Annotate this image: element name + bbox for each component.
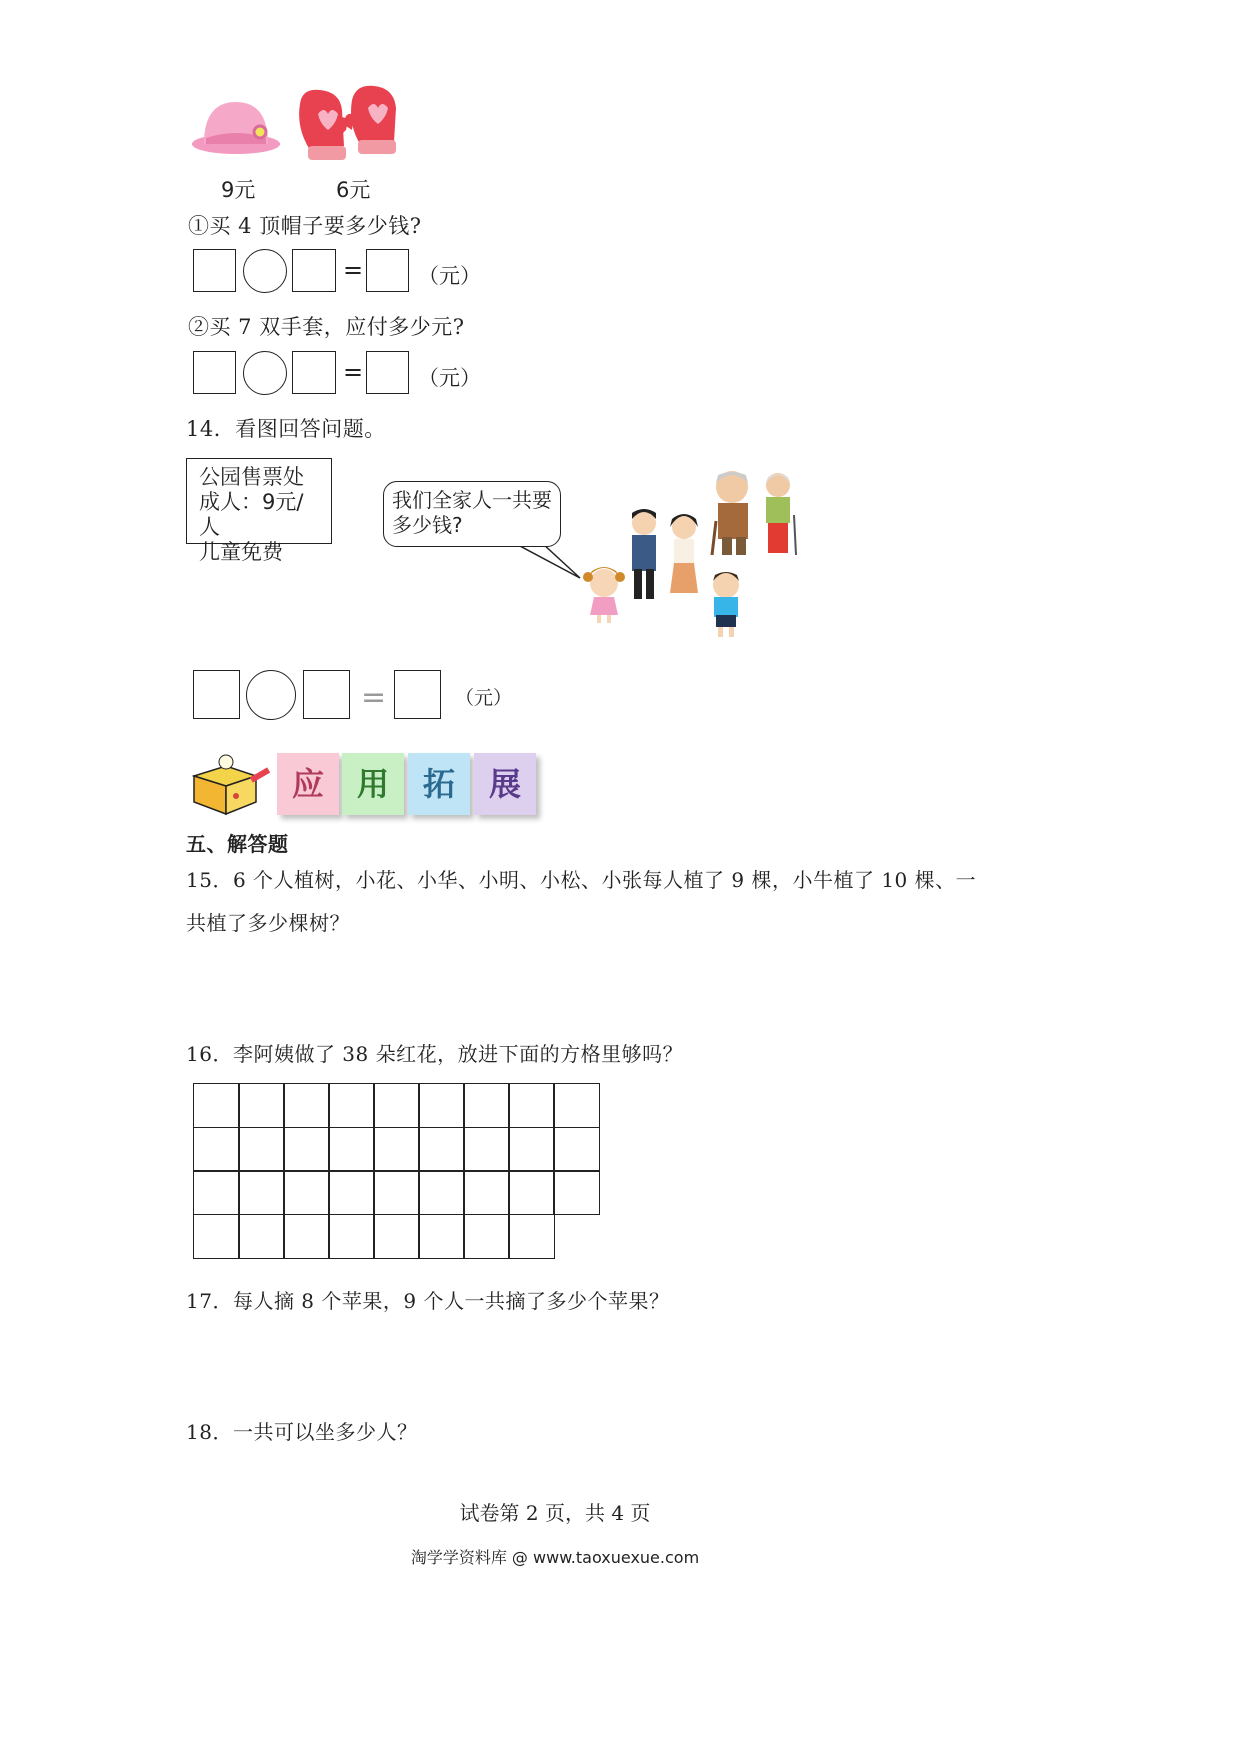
grid-cell [508,1170,555,1215]
page-footer: 试卷第 2 页，共 4 页 [459,1501,651,1525]
grid-cell [328,1214,375,1259]
grid-cell [193,1127,240,1172]
answer-box[interactable] [292,351,336,394]
unit-label: （元） [418,366,481,390]
hat-price: 9元 [221,178,256,202]
grid-cell [193,1083,240,1128]
grid-cell [508,1214,555,1259]
answer-box[interactable] [366,249,409,292]
grid-cell [553,1083,600,1128]
answer-box[interactable] [366,351,409,394]
grid-cell [283,1214,330,1259]
grid-cell [418,1127,465,1172]
sign-line: 成人：9元/人 [199,490,304,539]
equals-sign: = [361,680,387,715]
answer-box[interactable] [394,670,441,719]
grid-cell [508,1127,555,1172]
q14-title: 14．看图回答问题。 [186,417,386,441]
grid-cell [373,1083,420,1128]
answer-box[interactable] [292,249,336,292]
operator-circle[interactable] [246,670,296,720]
box-mascot-icon [186,752,272,818]
watermark: 淘学学资料库 @ www.taoxuexue.com [410,1548,700,1567]
operator-circle[interactable] [243,351,287,395]
grid-cell [328,1083,375,1128]
q13-part2-text: ②买 7 双手套，应付多少元? [188,315,465,339]
grid-cell [553,1170,600,1215]
grid-cell [328,1127,375,1172]
grid-cell [238,1127,285,1172]
mitten-price: 6元 [336,178,371,202]
grid-cell [418,1214,465,1259]
banner-tile-tuo: 拓 [408,753,470,815]
grid-cell [373,1214,420,1259]
grid-cell [238,1083,285,1128]
mittens-image [290,84,406,170]
q16-text: 16．李阿姨做了 38 朵红花，放进下面的方格里够吗？ [186,1042,684,1066]
q15-line1: 15．6 个人植树，小花、小华、小明、小松、小张每人植了 9 棵，小牛植了 10 棵、一 [186,868,977,892]
section-heading: 五、解答题 [186,832,289,856]
grid-cell [463,1170,510,1215]
bubble-line: 多少钱? [392,513,463,537]
grid-cell [553,1127,600,1172]
unit-label: （元） [418,264,481,288]
grid-cell [418,1170,465,1215]
q17-text: 17．每人摘 8 个苹果，9 个人一共摘了多少个苹果？ [186,1289,670,1313]
banner-tile-yong: 用 [342,753,404,815]
grid-cell [418,1083,465,1128]
bubble-line: 我们全家人一共要 [392,488,552,512]
grid-cell [283,1127,330,1172]
family-illustration [580,465,810,645]
grid-cell [283,1083,330,1128]
operator-circle[interactable] [243,249,287,293]
q15-line2: 共植了多少棵树？ [186,911,350,935]
grid-cell [463,1214,510,1259]
ticket-sign [186,458,332,564]
sign-line: 儿童免费 [199,540,283,564]
answer-box[interactable] [193,670,240,719]
hat-image [190,98,282,158]
answer-box[interactable] [303,670,350,719]
answer-box[interactable] [193,351,236,394]
q18-text: 18．一共可以坐多少人？ [186,1420,418,1444]
sign-line: 公园售票处 [199,465,304,489]
banner-tile-ying: 应 [277,753,339,815]
grid-cell [508,1083,555,1128]
answer-box[interactable] [193,249,236,292]
grid-cell [463,1083,510,1128]
grid-cell [238,1214,285,1259]
grid-cell [328,1170,375,1215]
grid-cell [238,1170,285,1215]
grid-cell [283,1170,330,1215]
equals-sign: = [343,256,364,284]
speech-bubble [383,481,561,547]
q13-part1-text: ①买 4 顶帽子要多少钱? [188,214,422,238]
grid-cell [193,1170,240,1215]
grid-cell [193,1214,240,1259]
equals-sign: = [343,358,364,386]
grid-cell [373,1127,420,1172]
unit-label: （元） [455,687,513,709]
banner-tile-zhan: 展 [474,753,536,815]
grid-cell [373,1170,420,1215]
grid-cell [463,1127,510,1172]
